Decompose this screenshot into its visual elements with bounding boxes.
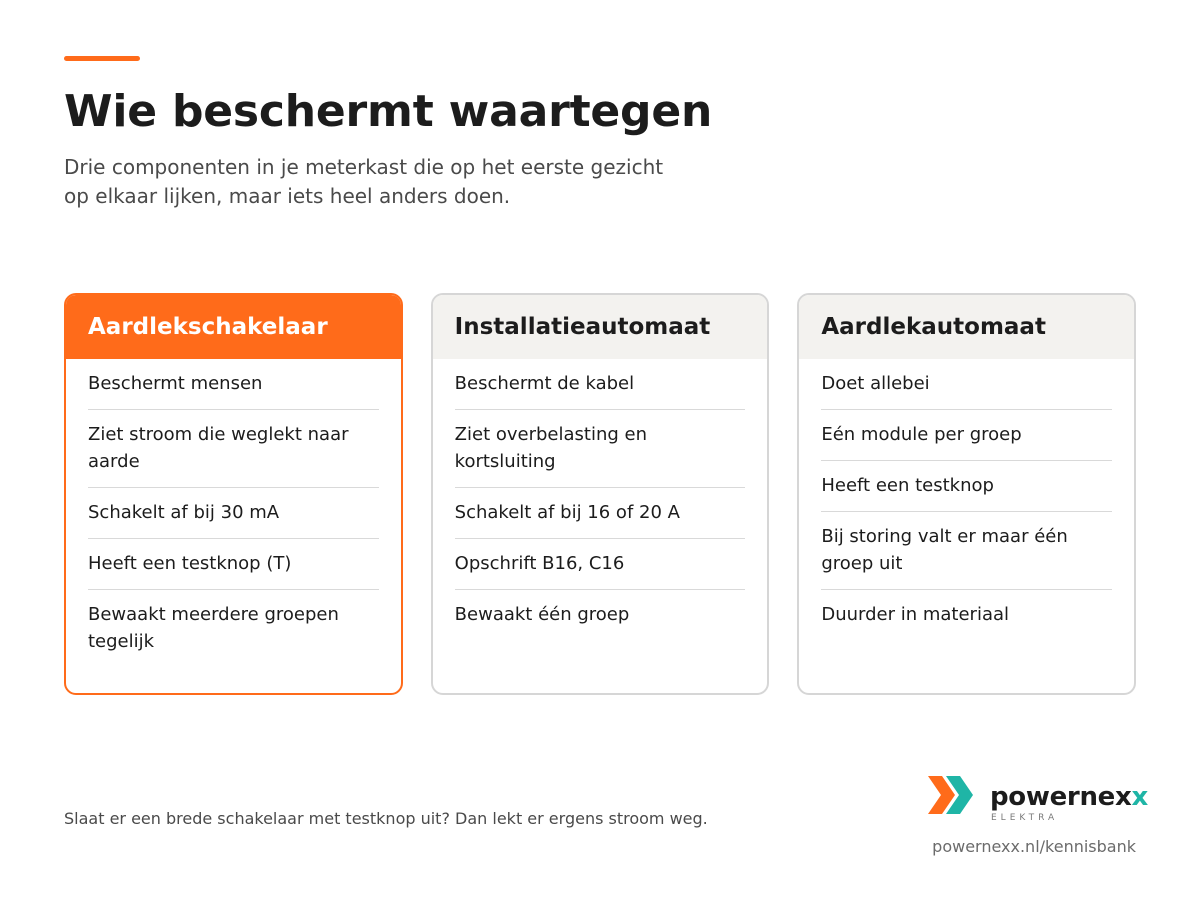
card-title: Aardlekschakelaar [66,295,401,359]
logo-word-main: powernex [990,782,1132,812]
card-list [799,359,1134,640]
card-item: Schakelt af bij 16 of 20 A [455,488,746,539]
card-item: Heeft een testknop (T) [88,539,379,590]
card-installatieautomaat [431,293,770,695]
card-item: Doet allebei [821,359,1112,410]
logo-word-accent: x [1131,782,1148,812]
card-item: Beschermt de kabel [455,359,746,410]
logo-subtitle: ELEKTRA [991,813,1059,823]
title-accent-bar [64,56,140,61]
comparison-cards [64,293,1136,695]
card-title: Installatieautomaat [433,295,768,359]
page-subtitle: Drie componenten in je meterkast die op het eerste gezicht op elkaar lijken, maar iets heel anders doen. [64,155,664,208]
site-url: powernexx.nl/kennisbank [932,837,1136,856]
card-item: Opschrift B16, C16 [455,539,746,590]
card-item: Ziet stroom die weglekt naar aarde [88,410,379,488]
card-item: Bij storing valt er maar één groep uit [821,512,1112,590]
card-list [66,359,401,667]
page-title: Wie beschermt waartegen [64,86,713,137]
card-item: Beschermt mensen [88,359,379,410]
footer-note: Slaat er een brede schakelaar met testknop uit? Dan lekt er ergens stroom weg. [64,809,708,828]
double-chevron-right-icon [928,776,974,814]
card-item: Bewaakt één groep [454,604,630,625]
card-item: Bewaakt meerdere groepen tegelijk [88,604,339,652]
card-item: Duurder in materiaal [821,604,1010,625]
card-aardlekautomaat [797,293,1136,695]
card-item: Eén module per groep [821,410,1112,461]
card-item: Heeft een testknop [821,461,1112,512]
card-item: Schakelt af bij 30 mA [88,488,379,539]
card-aardlekschakelaar [64,293,403,695]
card-list [433,359,768,640]
card-item: Ziet overbelasting en kortsluiting [455,410,746,488]
powernexx-logo [928,776,1148,826]
card-title: Aardlekautomaat [799,295,1134,359]
logo-wordmark [990,782,1148,812]
